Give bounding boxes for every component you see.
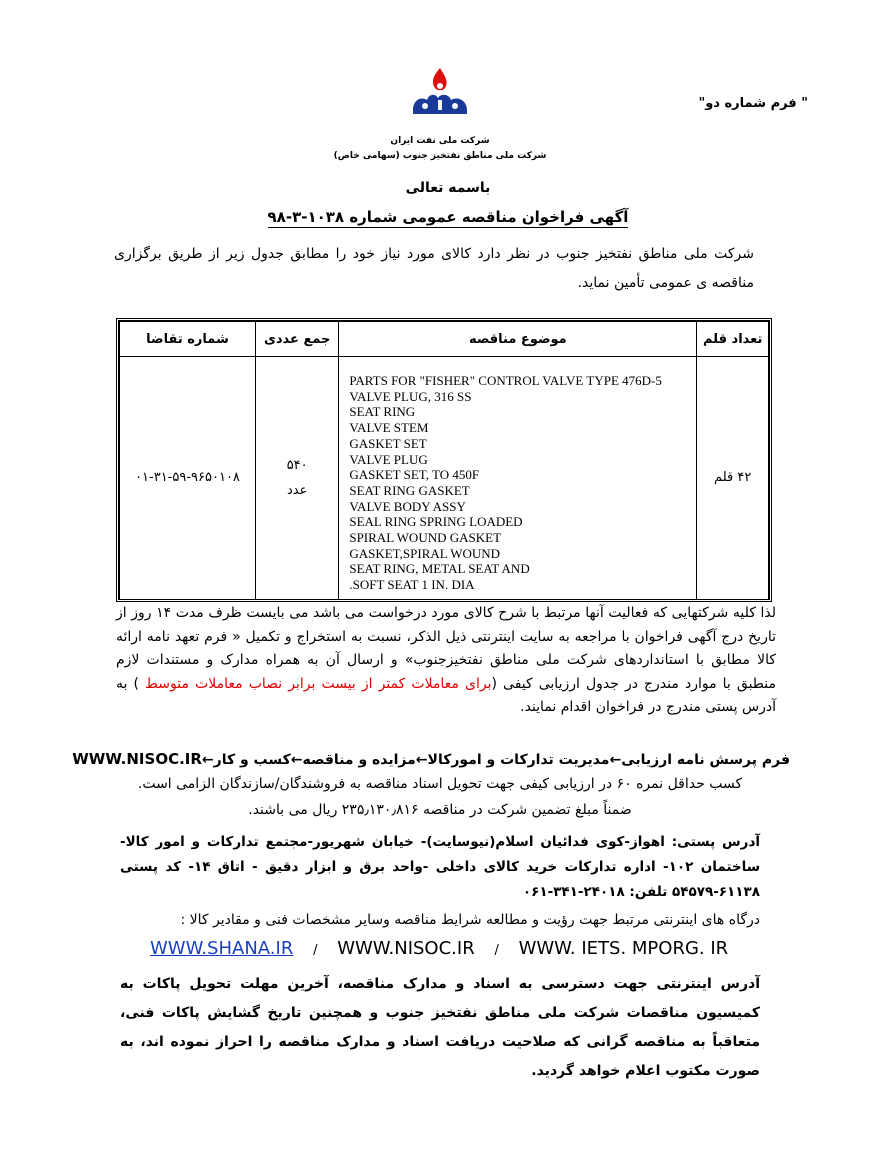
cell-request-number: ۰۱-۳۱-۵۹-۹۶۵۰۱۰۸ — [120, 357, 256, 600]
form-number-label: " فرم شماره دو" — [698, 96, 808, 111]
link-nisoc[interactable]: WWW.NISOC.IR — [337, 938, 475, 959]
item-line: VALVE BODY ASSY — [349, 498, 466, 514]
min-score-note: کسب حداقل نمره ۶۰ در ارزیابی کیفی جهت تحویل اسناد مناقصه به فروشندگان/سازندگان الزامی است. — [137, 776, 743, 792]
item-line: PARTS FOR "FISHER" CONTROL VALVE TYPE 476D-5 — [349, 373, 662, 388]
item-line: SEAT RING GASKET — [349, 482, 470, 498]
intro-paragraph: شرکت ملی مناطق نفتخیز جنوب در نظر دارد کالای مورد نیاز خود را مطابق جدول زیر از طریق برگزاری مناقصه ی عمومی تأمین نماید. — [114, 246, 754, 291]
link-separator: / — [313, 943, 318, 958]
cell-total — [256, 357, 339, 600]
company-name — [330, 134, 550, 164]
table-header-row — [120, 322, 769, 357]
questionnaire-site-link[interactable]: WWW.NISOC.IR — [72, 750, 202, 768]
item-line: SPIRAL WOUND GASKET — [349, 530, 502, 546]
instructions-paragraph — [116, 602, 776, 720]
link-iets[interactable]: WWW. IETS. MPORG. IR — [518, 938, 729, 959]
item-line: SEAT RING — [349, 404, 416, 420]
item-line: GASKET SET — [349, 435, 427, 451]
company-line-2: شرکت ملی مناطق نفتخیز جنوب (سهامی خاص) — [333, 151, 547, 161]
total-unit: عدد — [286, 482, 308, 498]
instructions-end: ) به آدرس پستی مندرج در فراخوان اقدام نمایند. — [116, 675, 776, 715]
link-shana[interactable]: WWW.SHANA.IR — [150, 938, 294, 959]
nioc-logo — [405, 66, 475, 128]
cell-item-count: ۴۲ قلم — [697, 357, 769, 600]
company-line-1: شرکت ملی نفت ایران — [390, 136, 490, 146]
item-line: .SOFT SEAT 1 IN. DIA — [349, 577, 475, 593]
instructions-text: لذا کلیه شرکتهایی که فعالیت آنها مرتبط با شرح کالای مورد درخواست می باشد می بایست ظرف مدت ۱۴ روز از تاریخ درج آگهی فراخوان با مراجعه به سایت اینترنتی ذیل الذکر، نسبت به استخراج و تکمیل « فرم تعهد نامه ارائه کالا مطابق با استانداردهای شرکت ملی مناطق نفتخیزجنوب» و ارسال آن به همراه مدارک و مستندات لازم منطبق با موارد مندرج در جدول ارزیابی کیفی ( — [116, 605, 777, 692]
header-request-number: شماره تقاضا — [120, 322, 256, 357]
notice-title — [0, 208, 896, 226]
instructions-highlight: برای معاملات کمتر از بیست برابر نصاب معاملات متوسط — [145, 675, 492, 692]
questionnaire-path-text: فرم پرسش نامه ارزیابی←مدیریت تدارکات و امورکالا←مزایده و مناقصه←کسب و کار← — [201, 752, 790, 768]
header-subject: موضوع مناقصه — [339, 322, 697, 357]
portal-links — [150, 938, 750, 959]
tender-table — [116, 318, 772, 602]
questionnaire-path — [72, 750, 790, 768]
table-row — [120, 357, 769, 600]
guarantee-note: ضمناً مبلغ تضمین شرکت در مناقصه ۲۳۵٫۱۳۰٫۸۱۶ ریال می باشند. — [248, 802, 632, 818]
link-separator: / — [494, 943, 499, 958]
total-value: ۵۴۰ — [286, 457, 308, 473]
item-line: VALVE STEM — [349, 420, 429, 436]
item-line: VALVE PLUG, 316 SS — [349, 388, 472, 404]
notice-title-text: آگهی فراخوان مناقصه عمومی شماره ۱۰۳۸-۳-۹۸ — [267, 208, 629, 226]
item-line: SEAT RING, METAL SEAT AND — [349, 561, 530, 577]
item-line: GASKET SET, TO 450F — [349, 467, 480, 483]
item-line: VALVE PLUG — [349, 451, 428, 467]
basmala: باسمه تعالی — [405, 180, 491, 196]
item-line: SEAL RING SPRING LOADED — [349, 514, 523, 530]
postal-address: آدرس پستی: اهواز-کوی فدائیان اسلام(نیوسایت)- خیابان شهریور-مجتمع تدارکات و امور کالا-ساختمان ۱۰۲- اداره تدارکات خرید کالای داخلی -واحد برق و ابزار دقیق - اتاق ۱۴- کد پستی ۶۱۱۳۸-۵۴۵۷۹ تلفن: ۲۴۰۱۸-۳۴۱-۰۶۱ — [120, 834, 760, 900]
cell-subject-items — [339, 357, 697, 600]
header-item-count: تعداد قلم — [697, 322, 769, 357]
item-line: GASKET,SPIRAL WOUND — [349, 545, 501, 561]
final-paragraph: آدرس اینترنتی جهت دسترسی به اسناد و مدارک مناقصه، آخرین مهلت تحویل پاکات به کمیسیون مناقصات شرکت ملی مناطق نفتخیز جنوب و همچنین تاریخ گشایش پاکات فنی، متعاقباً به مناقصه گرانی که صلاحیت دریافت اسناد و مدارک مناقصه را احراز نموده اند، به صورت مکتوب اعلام خواهد گردید. — [120, 976, 760, 1079]
portals-label: درگاه های اینترنتی مرتبط جهت رؤیت و مطالعه شرایط مناقصه وسایر مشخصات فنی و مقادیر کالا : — [180, 912, 760, 928]
header-total: جمع عددی — [256, 322, 339, 357]
